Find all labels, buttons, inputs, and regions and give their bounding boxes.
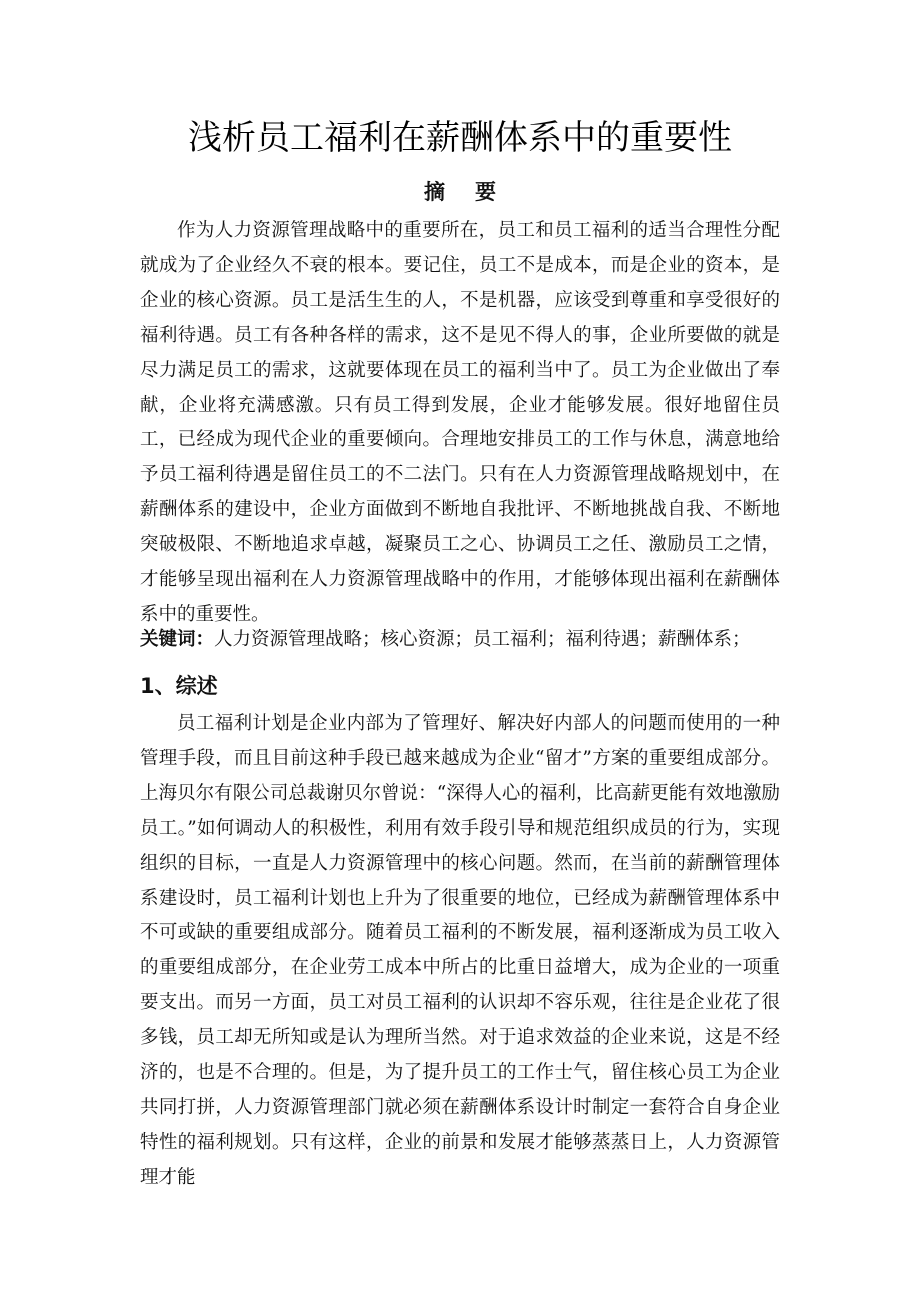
section-heading: 1、综述: [140, 674, 218, 698]
keywords-line: [140, 623, 790, 657]
keywords-label: 关键词：: [140, 629, 215, 650]
keywords-text: 人力资源管理战略；核心资源；员工福利；福利待遇；薪酬体系；: [214, 629, 751, 650]
abstract-heading: 摘要: [424, 180, 526, 204]
section-paragraph: 员工福利计划是企业内部为了管理好、解决好内部人的问题而使用的一种管理手段，而且目前这种手段已越来越成为企业“留才”方案的重要组成部分。上海贝尔有限公司总裁谢贝尔曾说：“深得人心的福利，比高薪更能有效地激励员工。”如何调动人的积极性，利用有效手段引导和规范组织成员的行为，实现组织的目标，一直是人力资源管理中的核心问题。然而，在当前的薪酬管理体系建设时，员工福利计划也上升为了很重要的地位，已经成为薪酬管理体系中不可或缺的重要组成部分。随着员工福利的不断发展，福利逐渐成为员工收入的重要组成部分，在企业劳工成本中所占的比重日益增大，成为企业的一项重要支出。而另一方面，员工对员工福利的认识却不容乐观，往往是企业花了很多钱，员工却无所知或是认为理所当然。对于追求效益的企业来说，这是不经济的，也是不合理的。但是，为了提升员工的工作士气，留住核心员工为企业共同打拼，人力资源管理部门就必须在薪酬体系设计时制定一套符合自身企业特性的福利规划。只有这样，企业的前景和发展才能够蒸蒸日上，人力资源管理才能: [140, 713, 780, 1188]
document-title: 浅析员工福利在薪酬体系中的重要性: [188, 118, 732, 158]
abstract-paragraph: 作为人力资源管理战略中的重要所在，员工和员工福利的适当合理性分配就成为了企业经久不衰的根本。要记住，员工不是成本，而是企业的资本，是企业的核心资源。员工是活生生的人，不是机器，应该受到尊重和享受很好的福利待遇。员工有各种各样的需求，这不是见不得人的事，企业所要做的就是尽力满足员工的需求，这就要体现在员工的福利当中了。员工为企业做出了奉献，企业将充满感激。只有员工得到发展，企业才能够发展。很好地留住员工，已经成为现代企业的重要倾向。合理地安排员工的工作与休息，满意地给予员工福利待遇是留住员工的不二法门。只有在人力资源管理战略规划中，在薪酬体系的建设中，企业方面做到不断地自我批评、不断地挑战自我、不断地突破极限、不断地追求卓越，凝聚员工之心、协调员工之任、激励员工之情，才能够呈现出福利在人力资源管理战略中的作用，才能够体现出福利在薪酬体系中的重要性。: [140, 220, 780, 625]
